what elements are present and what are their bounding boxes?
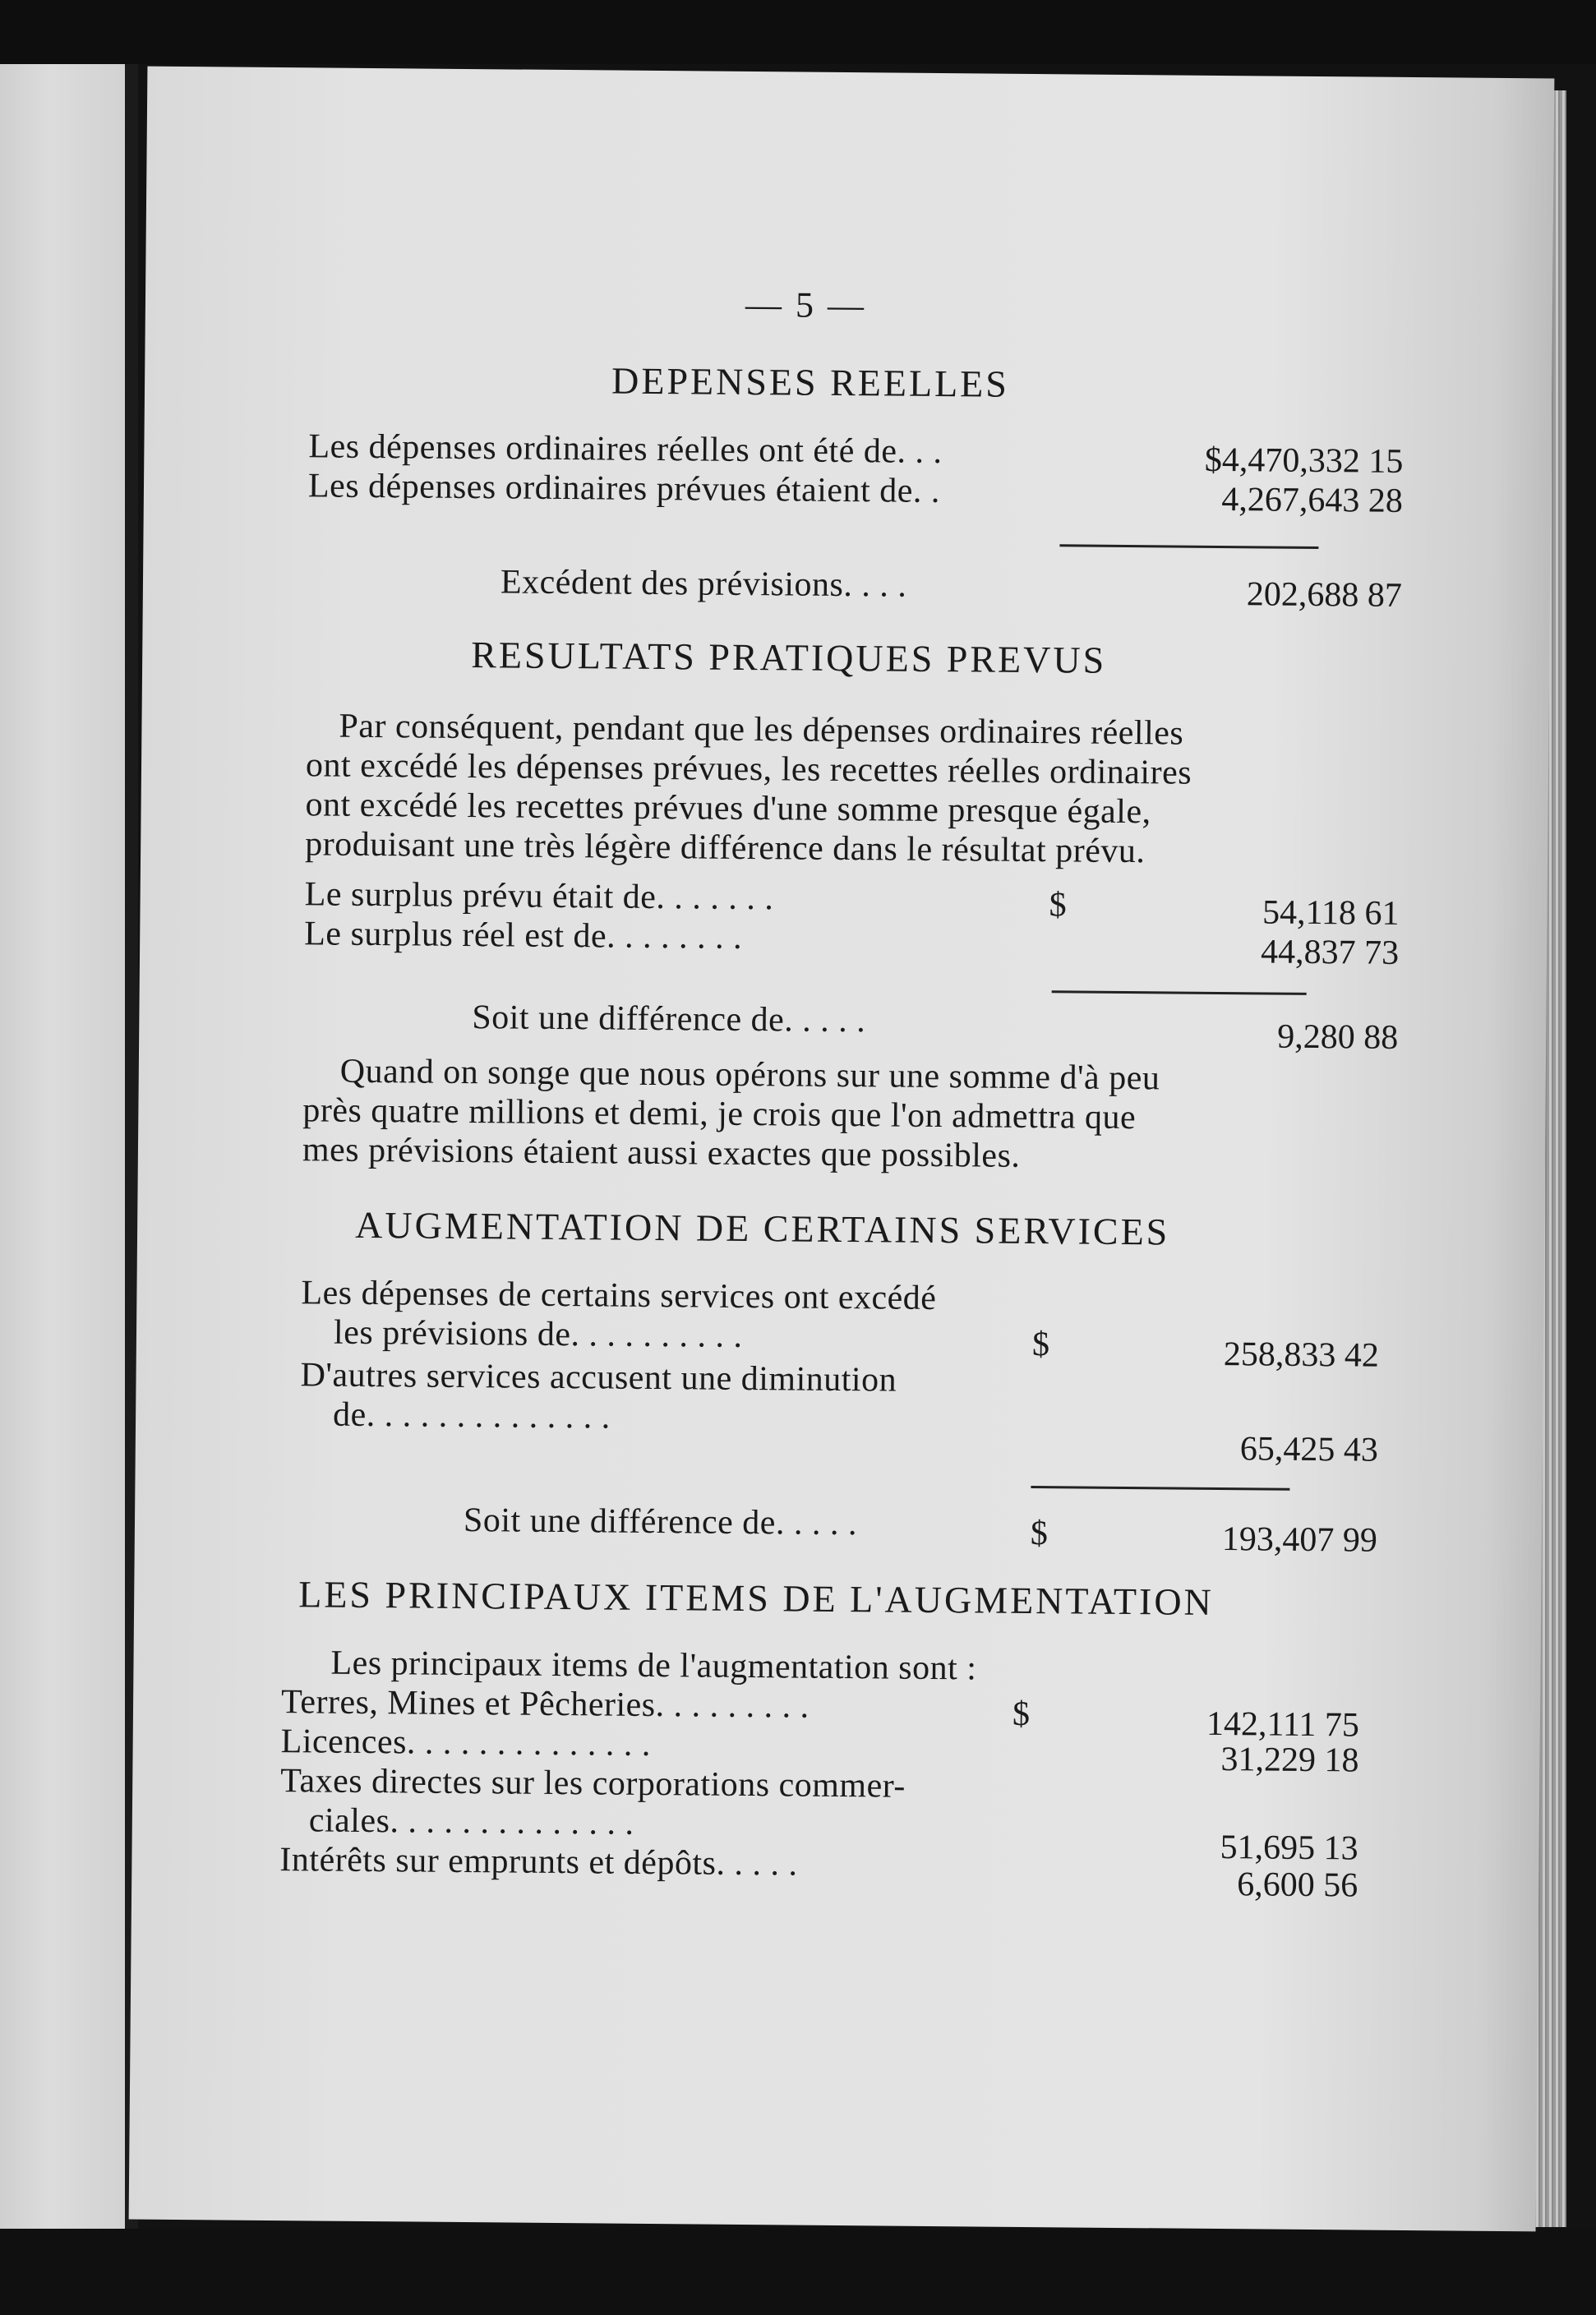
line-surplus-prevu: Le surplus prévu était de. . . . . . . bbox=[304, 875, 774, 918]
section-title-augmentation-services: AUGMENTATION DE CERTAINS SERVICES bbox=[354, 1203, 1170, 1253]
amount-surplus-reel: 44,837 73 bbox=[1260, 933, 1400, 972]
scan-top-border bbox=[0, 0, 1596, 64]
line-services-excede-1: Les dépenses de certains services ont excédé bbox=[301, 1274, 937, 1318]
section-title-resultats-pratiques: RESULTATS PRATIQUES PREVUS bbox=[471, 634, 1107, 681]
amount-services-excede: 258,833 42 bbox=[1223, 1335, 1380, 1375]
amount-depenses-prevues: 4,267,643 28 bbox=[1221, 481, 1404, 520]
amount-licences: 31,229 18 bbox=[1220, 1741, 1359, 1780]
line-difference-1: Soit une différence de. . . . . bbox=[472, 998, 866, 1040]
paragraph-line-1: Par conséquent, pendant que les dépenses ordinaires réelles bbox=[339, 707, 1184, 753]
total-rule bbox=[1052, 990, 1307, 995]
item-licences: Licences. . . . . . . . . . . . . . bbox=[280, 1722, 652, 1764]
line-autres-services-1: D'autres services accusent une diminution bbox=[300, 1356, 897, 1400]
page-number: — 5 — bbox=[745, 284, 867, 326]
scan-bottom-border bbox=[0, 2229, 1596, 2315]
line-surplus-reel: Le surplus réel est de. . . . . . . . bbox=[304, 915, 743, 957]
paragraph2-line-3: mes prévisions étaient aussi exactes que possibles. bbox=[302, 1131, 1021, 1175]
amount-taxes-directes: 51,695 13 bbox=[1220, 1828, 1358, 1868]
paragraph-line-3: ont excédé les recettes prévues d'une somme presque égale, bbox=[305, 786, 1151, 832]
paragraph2-line-1: Quand on songe que nous opérons sur une somme d'à peu bbox=[339, 1052, 1160, 1098]
facing-page-edge bbox=[0, 64, 125, 2234]
total-rule bbox=[1059, 544, 1318, 549]
dollar-sign: $ bbox=[1031, 1326, 1050, 1364]
line-services-excede-2: les prévisions de. . . . . . . . . . bbox=[333, 1313, 743, 1355]
amount-excedent: 202,688 87 bbox=[1246, 575, 1403, 615]
total-rule bbox=[1031, 1486, 1289, 1491]
amount-terres-mines: 142,111 75 bbox=[1206, 1704, 1360, 1745]
line-depenses-reelles: Les dépenses ordinaires réelles ont été de. . . bbox=[308, 427, 943, 472]
line-excedent: Excédent des prévisions. . . . bbox=[500, 563, 907, 605]
document-page bbox=[129, 67, 1555, 2232]
paragraph-line-2: ont excédé les dépenses prévues, les recettes réelles ordinaires bbox=[305, 746, 1192, 792]
section-title-depenses-reelles: DEPENSES REELLES bbox=[611, 359, 1010, 405]
line-autres-services-2: de. . . . . . . . . . . . . . bbox=[332, 1395, 611, 1436]
paragraph-line-4: produisant une très légère différence dans le résultat prévu. bbox=[305, 825, 1146, 871]
amount-interets: 6,600 56 bbox=[1237, 1865, 1358, 1905]
amount-autres-services: 65,425 43 bbox=[1239, 1430, 1379, 1469]
amount-depenses-reelles: $4,470,332 15 bbox=[1204, 440, 1404, 481]
amount-difference-2: 193,407 99 bbox=[1221, 1520, 1378, 1560]
dollar-sign: $ bbox=[1030, 1515, 1049, 1553]
item-taxes-directes-2: ciales. . . . . . . . . . . . . . bbox=[308, 1801, 634, 1842]
paragraph2-line-2: près quatre millions et demi, je crois que l'on admettra que bbox=[302, 1091, 1137, 1137]
amount-surplus-prevu: 54,118 61 bbox=[1262, 893, 1400, 933]
item-terres-mines: Terres, Mines et Pêcheries. . . . . . . . . bbox=[280, 1683, 810, 1726]
section-title-principaux-items: LES PRINCIPAUX ITEMS DE L'AUGMENTATION bbox=[298, 1573, 1215, 1623]
dollar-sign: $ bbox=[1012, 1695, 1031, 1734]
line-depenses-prevues: Les dépenses ordinaires prévues étaient de. . bbox=[307, 467, 941, 511]
amount-difference-1: 9,280 88 bbox=[1277, 1017, 1399, 1057]
dollar-sign: $ bbox=[1049, 886, 1067, 925]
item-taxes-directes-1: Taxes directes sur les corporations commer- bbox=[280, 1762, 906, 1805]
item-interets: Intérêts sur emprunts et dépôts. . . . . bbox=[279, 1841, 798, 1884]
line-difference-2: Soit une différence de. . . . . bbox=[463, 1501, 858, 1543]
intro-principaux-items: Les principaux items de l'augmentation sont : bbox=[330, 1644, 977, 1688]
